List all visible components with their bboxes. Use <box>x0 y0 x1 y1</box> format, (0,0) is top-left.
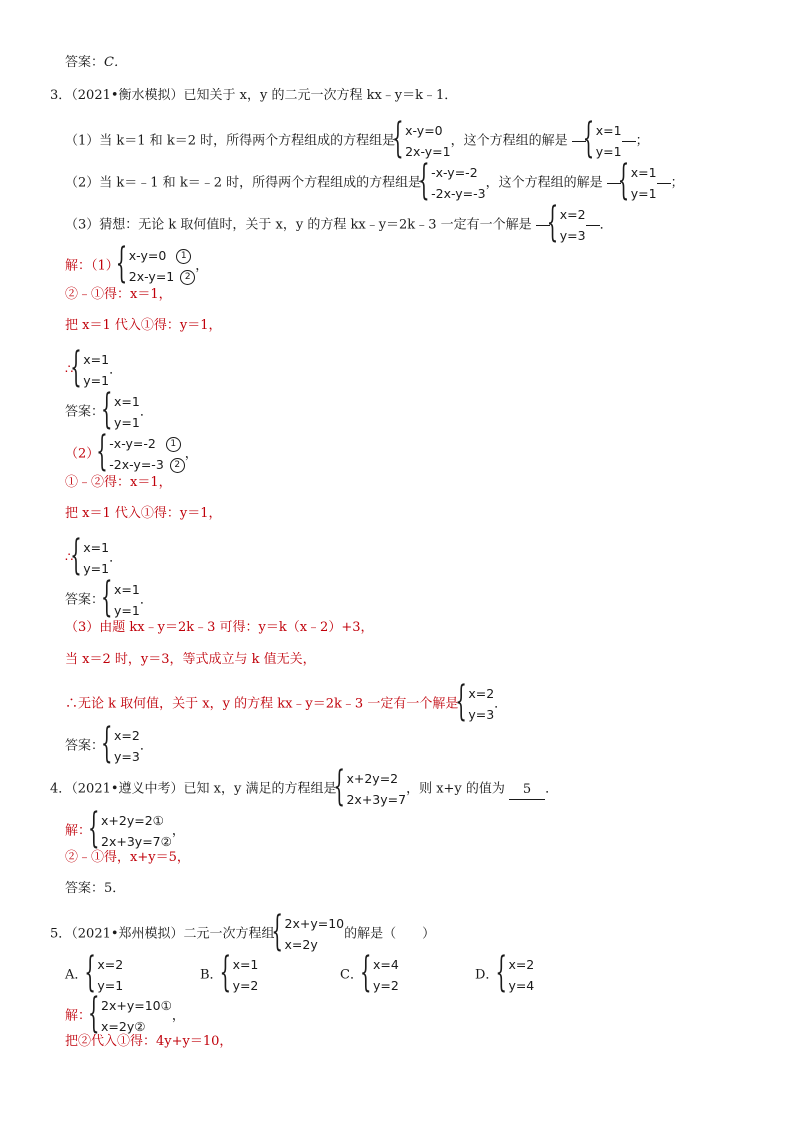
option-system <box>223 954 259 996</box>
q3-part1: （1）当 k＝1 和 k＝2 时，所得两个方程组成的方程组是 { x-y=0 2x-y=1 ，这个方程组的解是 { x=1 y=1 ； <box>65 120 649 162</box>
sol3-s1-res-system <box>73 349 109 391</box>
q5-header-text-b: 的解是（ ） <box>344 926 436 942</box>
sol3-s2-ans-system <box>104 579 140 621</box>
answer-label: 答案： <box>65 592 105 608</box>
sol3-s1-system <box>119 245 195 287</box>
blank-line <box>657 183 671 184</box>
eq-row: y=1 <box>630 186 657 201</box>
sol3-s1-step2: 把 x＝1 代入①得：y＝1， <box>65 318 222 333</box>
eq-row: { x=1 <box>232 957 259 972</box>
sol3-s2-res-system <box>73 537 109 579</box>
eq-row: { x=1 <box>630 165 657 180</box>
eq-row: x=2y② <box>101 1019 146 1034</box>
blank-line <box>622 141 636 142</box>
sol4: 解： { x+2y=2① 2x+3y=7② ， <box>65 810 185 852</box>
sol3-s3-res-system <box>458 683 494 725</box>
q3-p2-text: （2）当 k＝﹣1 和 k＝﹣2 时，所得两个方程组成的方程组是 <box>65 175 422 191</box>
eq-row: { x=2 <box>559 207 586 222</box>
q5-system <box>275 913 345 955</box>
sol4-answer: 答案：5． <box>65 881 126 896</box>
eq-text: 2x-y=1 <box>128 269 175 284</box>
eq-row: { x+2y=2① <box>101 813 164 828</box>
sol3-part2: （2） { -x-y=-2 1 -2x-y=-3 2 ， <box>65 433 198 475</box>
q3-p3-answer <box>550 204 586 246</box>
eq-row: { x=2 <box>114 728 140 743</box>
eq-row: { x=4 <box>372 957 399 972</box>
eq-row: { x+2y=2 <box>346 771 399 786</box>
eq-row: y=1 <box>114 415 140 430</box>
q3-p2-answer <box>621 162 657 204</box>
sol3-s1-ans-system <box>104 391 140 433</box>
sol3-s1-answer: 答案： { x=1 y=1 ． <box>65 391 153 433</box>
sol-label: 解： <box>65 1008 92 1024</box>
sol3-s3-step3-text: ∴无论 k 取何值，关于 x，y 的方程 kx﹣y＝2k﹣3 一定有一个解是 <box>65 696 459 712</box>
eq-row: y=4 <box>508 978 535 993</box>
eq-row: x=2y <box>284 937 318 952</box>
q5-option-c[interactable] <box>340 954 399 996</box>
circled-1: 1 <box>176 249 191 264</box>
q3-p2-mid: ，这个方程组的解是 <box>485 175 603 191</box>
option-system <box>498 954 534 996</box>
sol3-s2-step2: 把 x＝1 代入①得：y＝1， <box>65 506 222 521</box>
sol3-part1: 解：（1） { x-y=0 1 2x-y=1 2 ， <box>65 245 208 287</box>
q5-option-d[interactable] <box>475 954 534 996</box>
q3-part2: （2）当 k＝﹣1 和 k＝﹣2 时，所得两个方程组成的方程组是 { -x-y=-2 -2x-y=-3 ，这个方程组的解是 { x=1 y=1 ； <box>65 162 684 204</box>
answer-label: 答案： <box>65 55 105 70</box>
answer-label: 答案： <box>65 738 105 754</box>
option-letter: B． <box>200 967 223 983</box>
eq-row: y=1 <box>83 373 110 388</box>
sol3-s3-answer: 答案： { x=2 y=3 ． <box>65 725 153 767</box>
q3-p2-system <box>421 162 486 204</box>
eq-row: { x=2 <box>97 957 124 972</box>
circled-2: 2 <box>180 270 195 285</box>
eq-row: { x=2 <box>508 957 535 972</box>
eq-row: { x=1 <box>83 540 110 555</box>
eq-row: 2x-y=1 <box>405 144 451 159</box>
eq-row: y=2 <box>232 978 259 993</box>
q4-header: 4．（2021•遵义中考）已知 x，y 满足的方程组是 { x+2y=2 2x+3y=7 ，则 x+y 的值为 5 ． <box>50 768 558 810</box>
option-letter: D． <box>475 967 499 983</box>
eq-row: { x=1 <box>83 352 110 367</box>
eq-row: y=3 <box>468 707 495 722</box>
q4-header-text: 4．（2021•遵义中考）已知 x，y 满足的方程组是 <box>50 781 337 797</box>
option-letter: C． <box>340 967 363 983</box>
sol3-s2-system <box>99 433 184 475</box>
blank-line <box>586 225 600 226</box>
eq-row: y=3 <box>559 228 586 243</box>
eq-row: y=3 <box>114 749 140 764</box>
eq-row: { -x-y=-2 <box>431 165 478 180</box>
q4-header-text-b: ，则 x+y 的值为 <box>406 781 505 797</box>
eq-row: y=1 <box>83 561 110 576</box>
sol5: 解： { 2x+y=10① x=2y② ， <box>65 995 185 1037</box>
sol4-step1: ②﹣①得，x+y＝5， <box>65 850 190 865</box>
therefore-sign: ∴ <box>65 550 74 566</box>
q5-option-b[interactable] <box>200 954 258 996</box>
eq-row: { x=2 <box>468 686 495 701</box>
sol3-s1-result: ∴ { x=1 y=1 ． <box>65 349 122 391</box>
eq-row: 2x+3y=7 <box>346 792 407 807</box>
eq-text: x-y=0 <box>128 248 167 263</box>
q3-p3-text: （3）猜想：无论 k 取何值时，关于 x，y 的方程 kx﹣y＝2k﹣3 一定有一个解是 <box>65 217 532 233</box>
q3-p1-system <box>395 120 450 162</box>
eq-row <box>129 266 195 287</box>
sol3-s3-ans-system <box>104 725 140 767</box>
sol-label: 解：（1） <box>65 258 119 274</box>
q5-header-text: 5．（2021•郑州模拟）二元一次方程组 <box>50 926 275 942</box>
eq-row: { x=1 <box>114 394 140 409</box>
sol3-s2-step1: ①﹣②得：x＝1， <box>65 475 172 490</box>
q4-system <box>336 768 406 810</box>
eq-row: y=1 <box>595 144 622 159</box>
eq-row: y=1 <box>114 603 140 618</box>
sol4-system <box>91 810 172 852</box>
q4-blank: 5 <box>509 781 545 800</box>
eq-row: y=1 <box>97 978 124 993</box>
sol5-system <box>91 995 172 1037</box>
q3-header: 3．（2021•衡水模拟）已知关于 x，y 的二元一次方程 kx﹣y＝k﹣1． <box>50 88 458 103</box>
eq-row: 2x+3y=7② <box>101 834 172 849</box>
therefore-sign: ∴ <box>65 362 74 378</box>
option-letter: A． <box>65 967 88 983</box>
eq-row: y=2 <box>372 978 399 993</box>
sol3-s3-step3: ∴无论 k 取何值，关于 x，y 的方程 kx﹣y＝2k﹣3 一定有一个解是 { x=2 y=3 ． <box>65 683 507 725</box>
eq-row: -2x-y=-3 <box>431 186 486 201</box>
sol3-s3-step1: （3）由题 kx﹣y＝2k﹣3 可得：y＝k（x﹣2）+3， <box>65 620 374 635</box>
q3-p1-text: （1）当 k＝1 和 k＝2 时，所得两个方程组成的方程组是 <box>65 133 396 149</box>
sol3-s2-result: ∴ { x=1 y=1 ． <box>65 537 122 579</box>
q3-p1-answer <box>586 120 622 162</box>
eq-row <box>109 454 184 475</box>
eq-row: { x-y=0 <box>405 123 443 138</box>
top-answer <box>65 54 127 72</box>
eq-row: { 2x+y=10① <box>101 998 172 1013</box>
eq-text: -2x-y=-3 <box>109 457 164 472</box>
circled-1: 1 <box>166 437 181 452</box>
sol5-step1: 把②代入①得：4y+y＝10， <box>65 1034 233 1049</box>
q5-header <box>50 913 435 955</box>
option-system <box>363 954 399 996</box>
answer-label: 答案： <box>65 404 105 420</box>
sol3-s3-step2: 当 x＝2 时，y＝3，等式成立与 k 值无关， <box>65 652 316 667</box>
eq-row <box>129 245 195 266</box>
circled-2: 2 <box>170 458 185 473</box>
sol3-s1-step1: ②﹣①得：x＝1， <box>65 287 172 302</box>
sol-label: （2） <box>65 446 100 462</box>
sol3-s2-answer: 答案： { x=1 y=1 ． <box>65 579 153 621</box>
eq-row: { x=1 <box>114 582 140 597</box>
q3-part3: （3）猜想：无论 k 取何值时，关于 x，y 的方程 kx﹣y＝2k﹣3 一定有一个解是 { x=2 y=3 ． <box>65 204 613 246</box>
sol-label: 解： <box>65 823 92 839</box>
eq-text: -x-y=-2 <box>109 436 156 451</box>
q3-p1-mid: ，这个方程组的解是 <box>450 133 568 149</box>
eq-row: { 2x+y=10 <box>284 916 345 931</box>
eq-row <box>109 433 184 454</box>
eq-row: { x=1 <box>595 123 622 138</box>
answer-value: C． <box>104 55 127 70</box>
